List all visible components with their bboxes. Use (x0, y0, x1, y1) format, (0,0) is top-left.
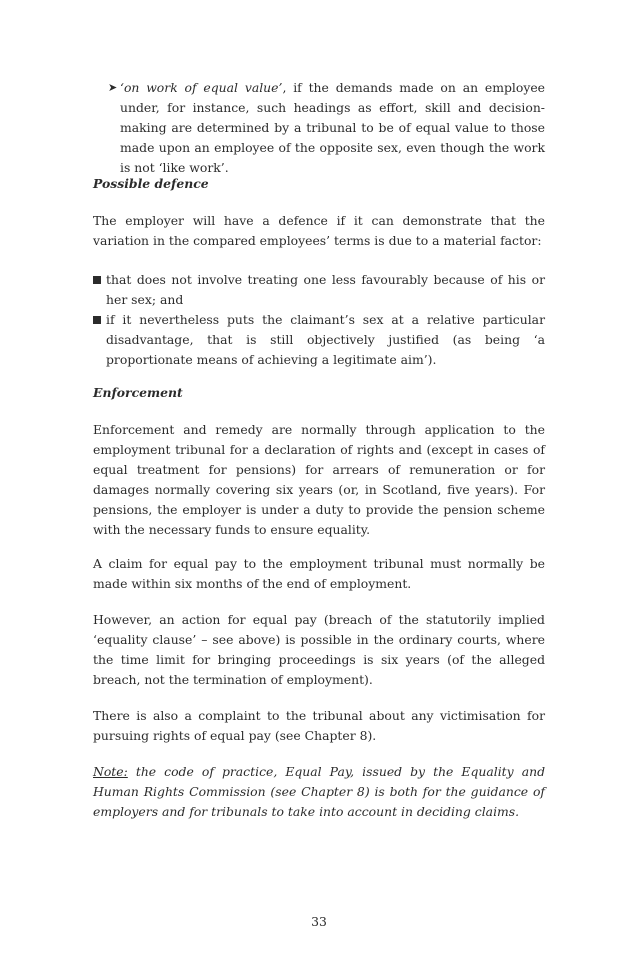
defence-intro-paragraph: The employer will have a defence if it can demonstrate that the variation in the compared employees’ terms is due to a material factor: (93, 213, 545, 248)
enforcement-paragraph-1: Enforcement and remedy are normally through application to the employment tribunal for a declaration of rights and (except in cases of equal treatment for pensions) for arrears of remuneration or for damages normally covering six years (or, in Scotland, five years). For pensions, the employer is under a duty to provide the pension scheme with the necessary funds to ensure equality. (93, 422, 545, 537)
note-label: Note: (93, 764, 128, 779)
enforcement-paragraph-3: However, an action for equal pay (breach of the statutorily implied ‘equality clause’ – see above) is possible in the ordinary courts, where the time limit for bringing proceedings is six years (of the alleged breach, not the termination of employment). (93, 612, 545, 687)
square-bullet-icon (93, 276, 101, 284)
arrow-item-text (108, 78, 545, 178)
list-item (93, 270, 545, 310)
arrow-item-lead: ‘on work of equal value’ (120, 80, 283, 95)
note-paragraph (93, 762, 545, 822)
enforcement-paragraph-4: There is also a complaint to the tribunal about any victimisation for pursuing rights of equal pay (see Chapter 8). (93, 708, 545, 743)
square-bullet-icon (93, 316, 101, 324)
defence-bullet-list (93, 270, 545, 370)
bullet-text: that does not involve treating one less favourably because of his or her sex; and (106, 272, 545, 307)
arrow-bullet-icon: ➤ (108, 81, 118, 94)
arrow-list-item (108, 78, 545, 178)
list-item (93, 310, 545, 370)
heading-possible-defence: Possible defence (93, 176, 209, 191)
bullet-text: if it nevertheless puts the claimant’s sex at a relative particular disadvantage, that is still objectively justified (as being ‘a proportionate means of achieving a legitimate aim’). (106, 312, 545, 367)
arrow-item-body: , if the demands made on an employee under, for instance, such headings as effort, skill and decision-making are determined by a tribunal to be of equal value to those made upon an employee of the opposite sex, even though the work is not ‘like work’. (120, 80, 545, 175)
heading-enforcement: Enforcement (93, 385, 183, 400)
page-number: 33 (311, 914, 327, 929)
note-text: the code of practice, Equal Pay, issued by the Equality and Human Rights Commission (see Chapter 8) is both for the guidance of employers and for tribunals to take into account in deciding claims. (93, 764, 545, 819)
enforcement-paragraph-2: A claim for equal pay to the employment tribunal must normally be made within six months of the end of employment. (93, 556, 545, 591)
